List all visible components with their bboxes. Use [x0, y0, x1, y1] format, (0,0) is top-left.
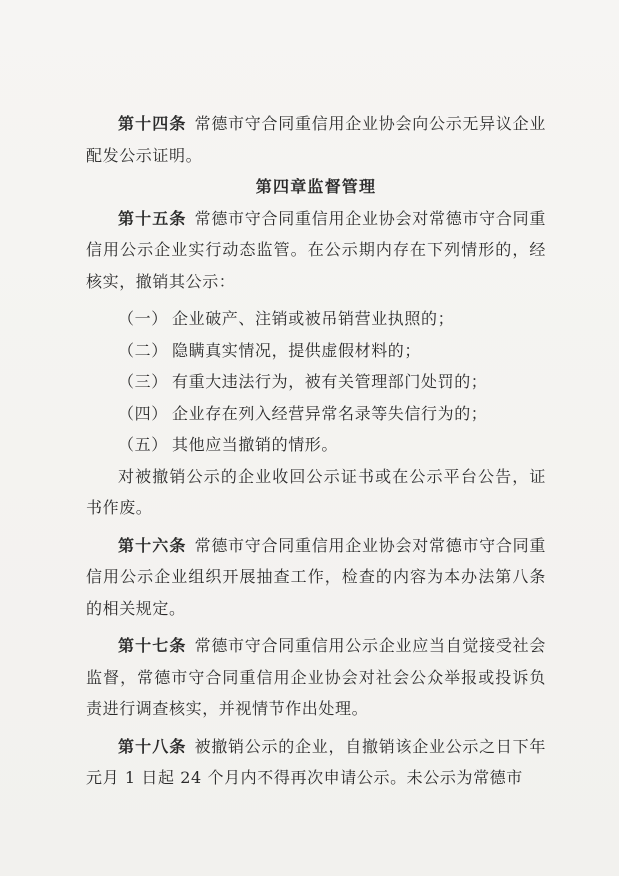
- document-body: [86, 108, 546, 794]
- article-15-item-2: [86, 335, 546, 367]
- article-17-label: 第十七条: [118, 636, 187, 655]
- article-18-label: 第十八条: [118, 736, 187, 756]
- article-17-text: 常德市守合同重信用公示企业应当自觉接受社会监督，常德市守合同重信用企业协会对社会公众举报或投诉负责进行调查核实，并视情节作出处理。: [86, 636, 546, 718]
- article-18: [86, 731, 546, 794]
- article-15-item-5: [86, 429, 546, 461]
- article-14-label: 第十四条: [118, 114, 187, 133]
- article-15-closing: 对被撤销公示的企业收回公示证书或在公示平台公告，证书作废。: [86, 466, 546, 517]
- article-16-label: 第十六条: [118, 535, 187, 555]
- article-15-label: 第十五条: [118, 208, 187, 228]
- item-text: 企业破产、注销或被吊销营业执照的；: [172, 309, 455, 328]
- chapter-4-heading: 第四章监督管理: [255, 177, 377, 196]
- article-14: [86, 108, 546, 171]
- article-15-item-3: [86, 366, 546, 398]
- item-number: （五）: [118, 435, 168, 454]
- item-text: 其他应当撤销的情形。: [172, 435, 339, 454]
- article-16: [86, 530, 546, 625]
- article-15-item-4: [86, 398, 546, 430]
- item-text: 企业存在列入经营异常名录等失信行为的；: [172, 403, 488, 423]
- item-number: （三）: [118, 372, 168, 391]
- article-18-text: 被撤销公示的企业，自撤销该企业公示之日下年元月 1 日起 24 个月内不得再次申请公示。未公示为常德市: [86, 736, 546, 787]
- item-number: （四）: [118, 403, 168, 423]
- item-text: 隐瞒真实情况，提供虚假材料的；: [172, 340, 422, 360]
- item-number: （二）: [118, 340, 168, 360]
- article-15: [86, 203, 546, 298]
- article-16-text: 常德市守合同重信用企业协会对常德市守合同重信用公示企业组织开展抽查工作，检查的内容为本办法第八条的相关规定。: [86, 535, 546, 618]
- article-14-text: 常德市守合同重信用企业协会向公示无异议企业配发公示证明。: [86, 114, 546, 165]
- article-17: [86, 630, 546, 725]
- article-15-item-1: [86, 303, 546, 335]
- item-text: 有重大违法行为，被有关管理部门处罚的；: [172, 372, 488, 391]
- item-number: （一）: [118, 309, 168, 328]
- article-15-text: 常德市守合同重信用企业协会对常德市守合同重信用公示企业实行动态监管。在公示期内存在下列情形的，经核实，撤销其公示：: [86, 208, 546, 291]
